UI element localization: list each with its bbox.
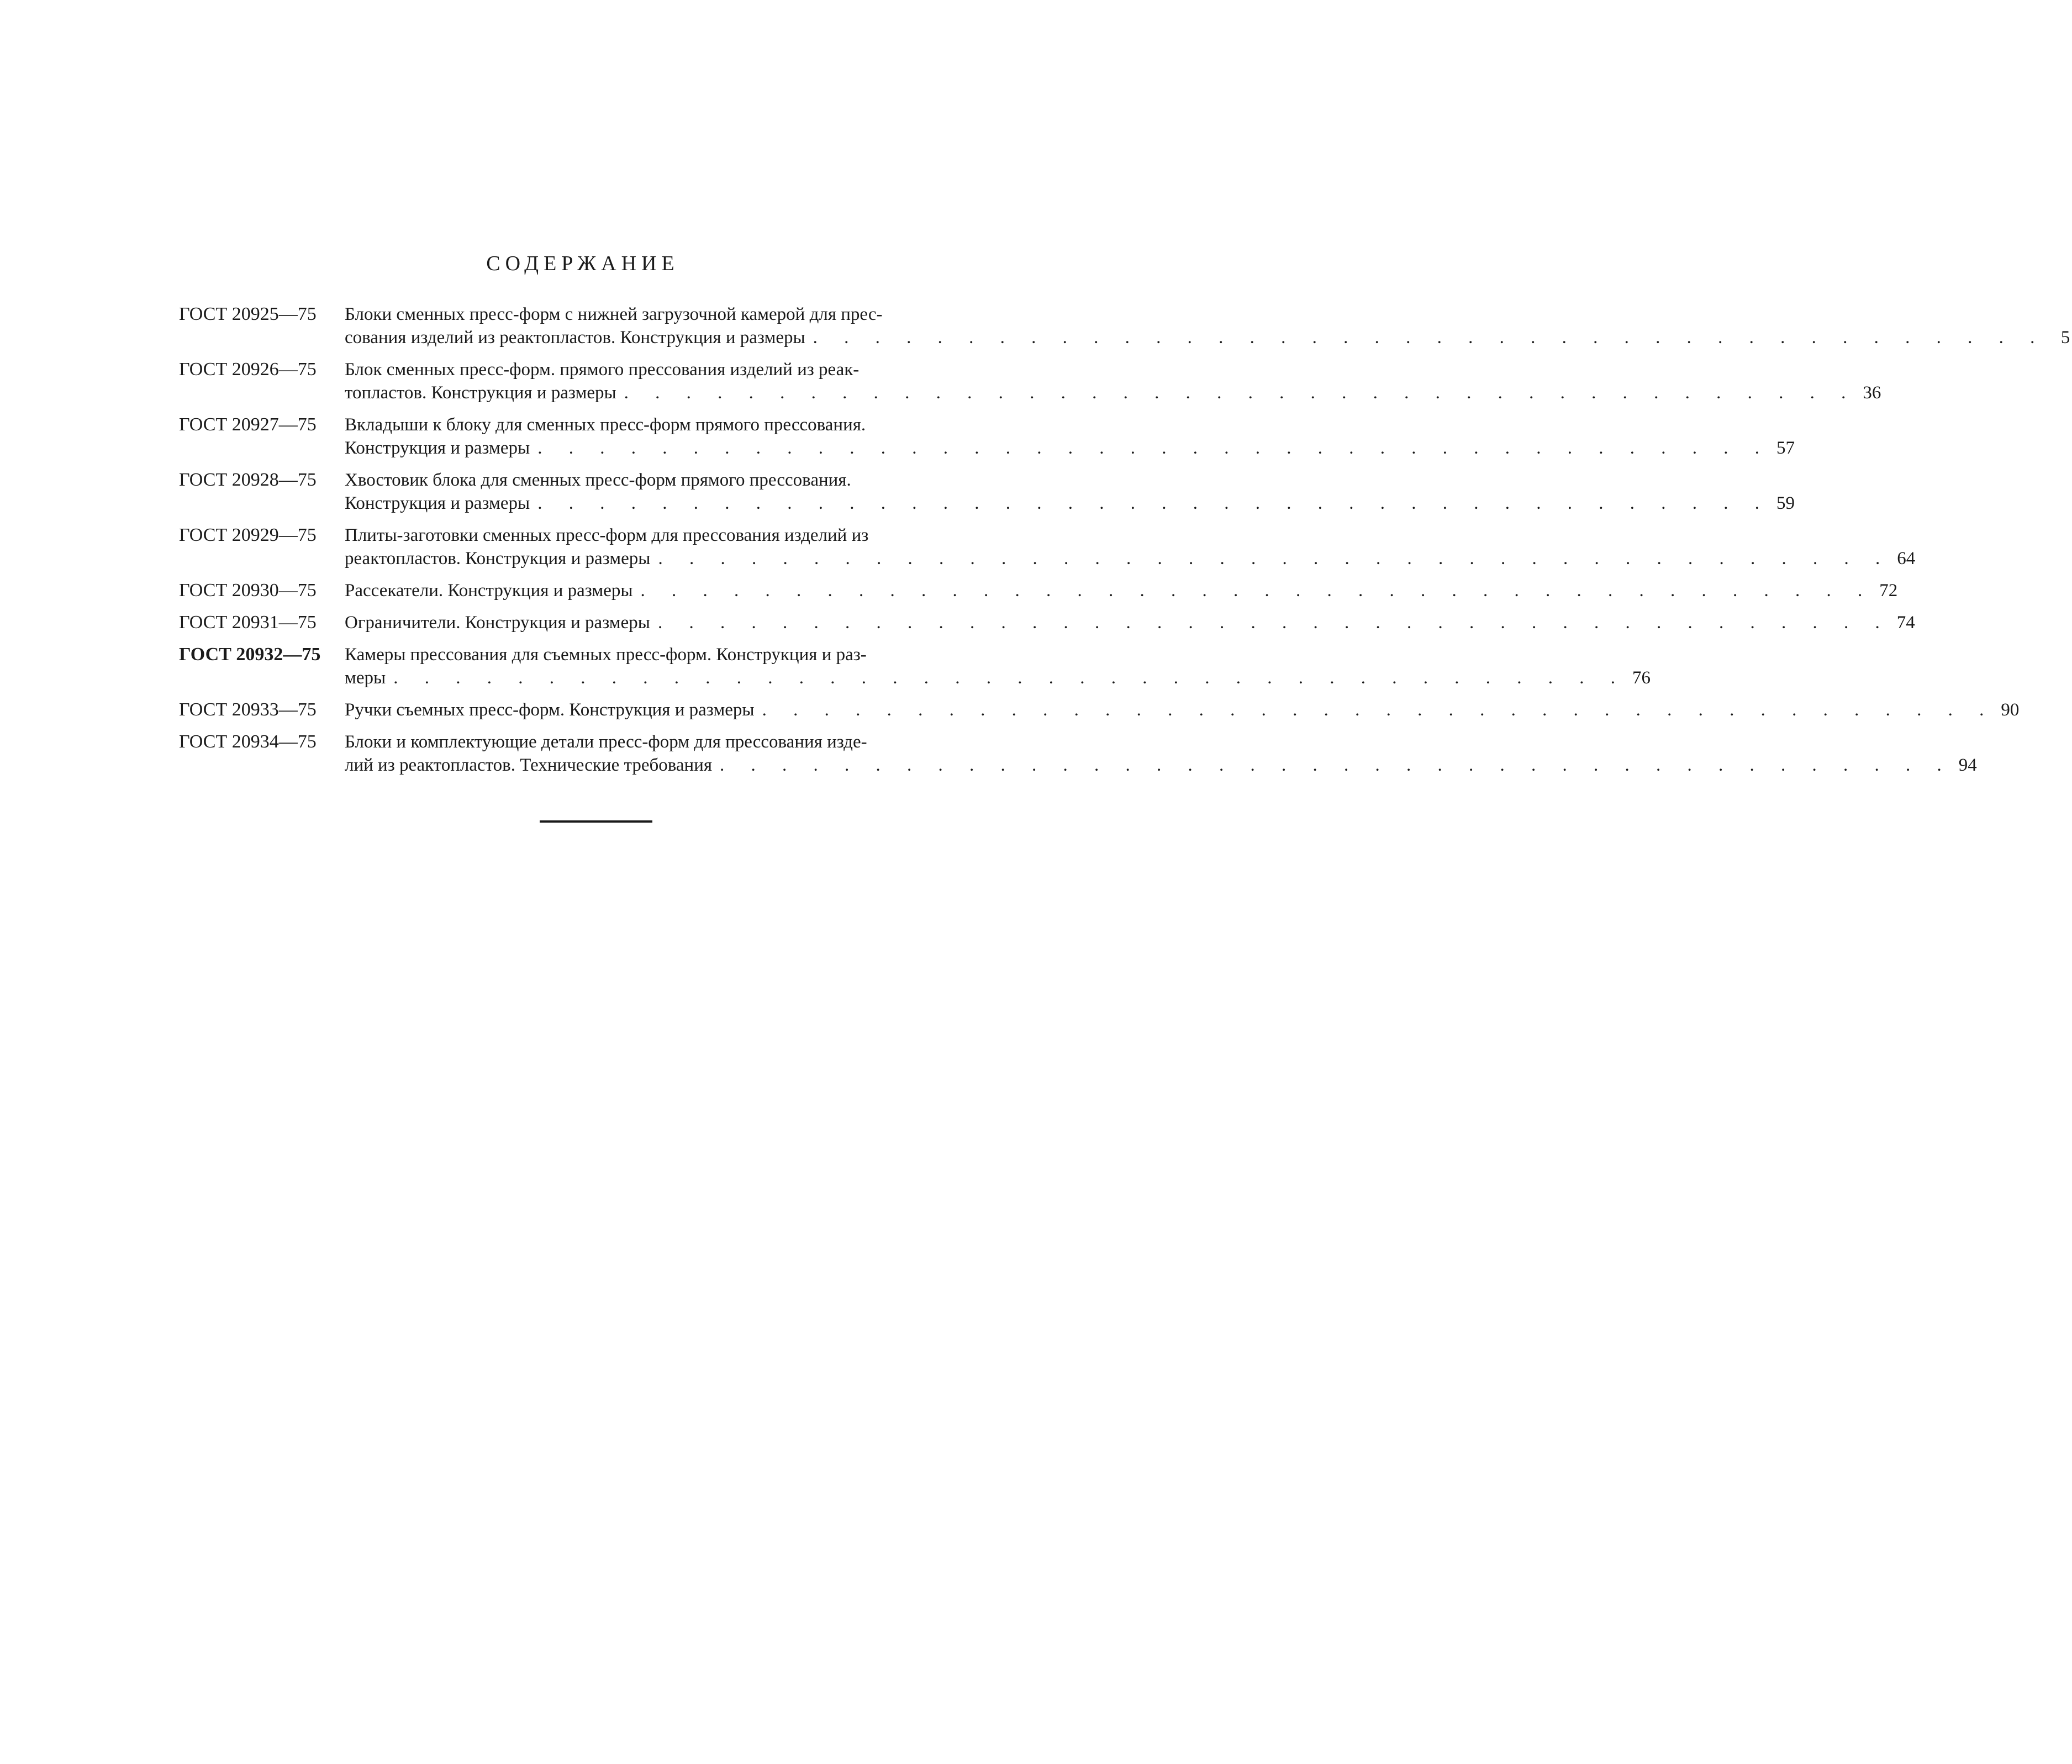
page-number: 59 [1776,493,1795,513]
entry-title [345,611,1917,634]
entry-title [345,303,2072,349]
standard-code: ГОСТ 20930—75 [179,580,317,601]
contents-title: СОДЕРЖАНИЕ [486,252,679,275]
entry-title [345,358,1883,404]
entry-title-line: Камеры прессования для съемных пресс-форм. Конструкция и раз- [345,645,867,665]
standard-code: ГОСТ 20927—75 [179,414,317,435]
entry-title-line: Блоки сменных пресс-форм с нижней загрузочной камерой для прес- [345,304,883,324]
entry-title [345,730,1979,777]
page-number: 36 [1863,383,1881,403]
entry-title-line: Конструкция и размеры [345,493,530,513]
standard-code: ГОСТ 20929—75 [179,525,317,545]
standard-code: ГОСТ 20934—75 [179,731,317,752]
toc-entry [179,468,1795,515]
standard-code: ГОСТ 20932—75 [179,644,321,665]
entry-title-line: Ручки съемных пресс-форм. Конструкция и размеры [345,700,755,720]
entry-title-line: Рассекатели. Конструкция и размеры [345,581,633,601]
entry-title [345,579,1900,602]
standard-code: ГОСТ 20931—75 [179,612,317,633]
dot-leader: . . . . . . . . . . . . . . . . . . . . . . . . . . . . . . . . . . . . . . . . [537,493,1770,513]
standard-code: ГОСТ 20926—75 [179,359,317,380]
standard-code: ГОСТ 20933—75 [179,699,317,720]
entry-title [345,643,1653,689]
dot-leader: . . . . . . . . . . . . . . . . . . . . . . . . . . . . . . . . . . . . . . . . [640,581,1874,601]
toc-entry [179,413,1795,460]
end-rule-divider [540,820,652,823]
entry-title-line: Блок сменных пресс-форм. прямого прессования изделий из реак- [345,360,860,380]
toc-entry [179,611,1915,634]
entry-title-line: сования изделий из реактопластов. Конструкция и размеры [345,328,805,347]
page-number: 76 [1632,668,1651,688]
dot-leader: . . . . . . . . . . . . . . . . . . . . . . . . . . . . . . . . . . . . . . . . [537,438,1770,458]
dot-leader: . . . . . . . . . . . . . . . . . . . . . . . . . . . . . . . . . . . . . . . . [813,328,2046,347]
entry-title-line: топластов. Конструкция и размеры [345,383,616,403]
page-number: 5 [2060,328,2070,347]
entry-title [345,413,1797,460]
page-number: 72 [1879,581,1898,601]
toc-entry [179,579,1898,602]
dot-leader: . . . . . . . . . . . . . . . . . . . . . . . . . . . . . . . . . . . . . . . . [393,668,1626,688]
entry-title-line: Конструкция и размеры [345,438,530,458]
entry-title-line: реактопластов. Конструкция и размеры [345,549,651,568]
toc-entry [179,730,1977,777]
toc-entry [179,698,2020,722]
entry-title-line: Блоки и комплектующие детали пресс-форм для прессования изде- [345,732,867,752]
dot-leader: . . . . . . . . . . . . . . . . . . . . . . . . . . . . . . . . . . . . . . . . [720,755,1953,775]
toc-entry [179,643,1651,689]
entry-title-line: Хвостовик блока для сменных пресс-форм прямого прессования. [345,470,851,490]
entry-title-line: меры [345,668,386,688]
entry-title-line: лий из реактопластов. Технические требования [345,755,713,775]
entry-title-line: Плиты-заготовки сменных пресс-форм для прессования изделий из [345,525,869,545]
dot-leader: . . . . . . . . . . . . . . . . . . . . . . . . . . . . . . . . . . . . . . . . [657,613,1891,633]
entry-title [345,468,1797,515]
table-of-contents [179,303,2070,786]
page-number: 90 [2001,700,2020,720]
standard-code: ГОСТ 20925—75 [179,304,317,324]
dot-leader: . . . . . . . . . . . . . . . . . . . . . . . . . . . . . . . . . . . . . . . . [658,549,1891,568]
toc-entry [179,358,1881,404]
dot-leader: . . . . . . . . . . . . . . . . . . . . . . . . . . . . . . . . . . . . . . . . [624,383,1857,403]
page-number: 64 [1897,549,1916,568]
toc-entry [179,524,1916,570]
entry-title [345,524,1917,570]
page-number: 57 [1776,438,1795,458]
standard-code: ГОСТ 20928—75 [179,470,317,490]
entry-title-line: Вкладыши к блоку для сменных пресс-форм прямого прессования. [345,415,866,435]
dot-leader: . . . . . . . . . . . . . . . . . . . . . . . . . . . . . . . . . . . . . . . . [762,700,1995,720]
toc-entry [179,303,2070,349]
page-number: 94 [1958,755,1977,775]
page-number: 74 [1896,613,1915,633]
entry-title-line: Ограничители. Конструкция и размеры [345,613,650,633]
entry-title [345,698,2021,722]
